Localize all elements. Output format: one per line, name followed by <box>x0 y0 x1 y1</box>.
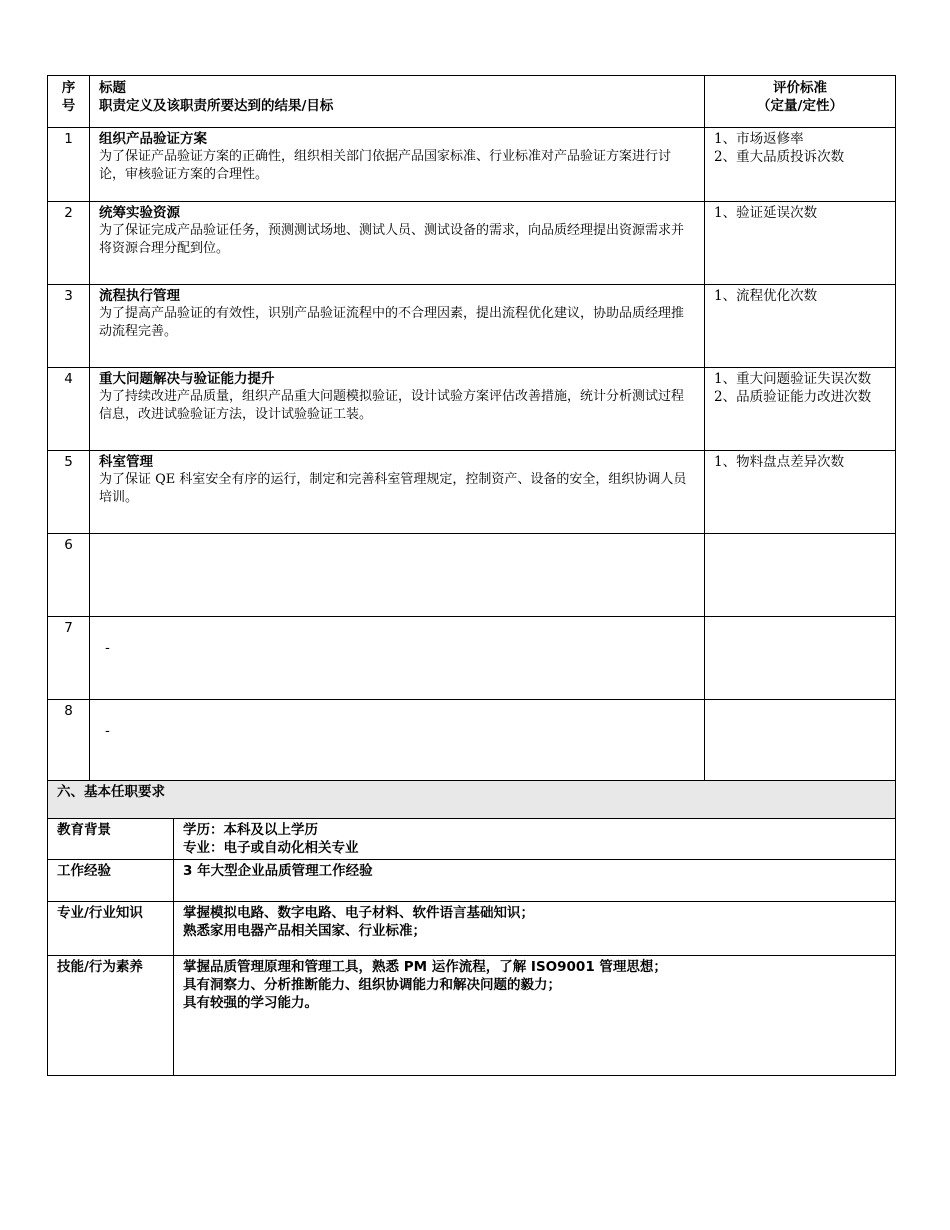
duty-seq: 8 <box>48 700 90 783</box>
duty-description: 为了保证完成产品验证任务，预测测试场地、测试人员、测试设备的需求，向品质经理提出资源需求并将资源合理分配到位。 <box>99 223 685 256</box>
duty-title: 统筹实验资源 <box>99 205 180 221</box>
duty-content <box>90 202 705 285</box>
header-seq-line2: 号 <box>61 98 76 114</box>
criteria-item: 1、流程优化次数 <box>714 288 818 304</box>
requirement-line: 掌握品质管理原理和管理工具，熟悉 PM 运作流程，了解 ISO9001 管理思想； <box>183 959 667 975</box>
requirement-value <box>174 956 896 1076</box>
duty-row <box>48 368 896 451</box>
requirement-line: 3 年大型企业品质管理工作经验 <box>183 863 373 879</box>
duty-seq: 6 <box>48 534 90 617</box>
criteria-item: 1、物料盘点差异次数 <box>714 454 845 470</box>
duty-title: 组织产品验证方案 <box>99 131 207 147</box>
requirement-line: 具有洞察力、分析推断能力、组织协调能力和解决问题的毅力； <box>183 977 561 993</box>
criteria-item: 2、重大品质投诉次数 <box>714 149 845 165</box>
requirement-row <box>48 902 896 956</box>
duty-description: 为了提高产品验证的有效性，识别产品验证流程中的不合理因素，提出流程优化建议，协助品质经理推动流程完善。 <box>99 306 685 339</box>
requirement-value <box>174 819 896 860</box>
duty-row <box>48 700 896 783</box>
duty-content <box>90 285 705 368</box>
requirement-value <box>174 860 896 902</box>
header-title <box>90 76 705 128</box>
duty-title: 流程执行管理 <box>99 288 180 304</box>
requirement-row <box>48 819 896 860</box>
duty-row <box>48 451 896 534</box>
duty-content <box>90 451 705 534</box>
requirement-label: 技能/行为素养 <box>48 956 174 1076</box>
criteria-item: 2、品质验证能力改进次数 <box>714 389 872 405</box>
duty-table <box>47 75 896 783</box>
section-title: 六、基本任职要求 <box>48 781 896 819</box>
duty-criteria <box>705 202 896 285</box>
duty-criteria <box>705 617 896 700</box>
duty-criteria <box>705 700 896 783</box>
header-eval-line2: （定量/定性） <box>757 98 843 114</box>
duty-content <box>90 128 705 202</box>
duty-seq: 1 <box>48 128 90 202</box>
duty-criteria <box>705 285 896 368</box>
duty-row <box>48 128 896 202</box>
requirement-value <box>174 902 896 956</box>
duty-title: 重大问题解决与验证能力提升 <box>99 371 275 387</box>
duty-row <box>48 617 896 700</box>
criteria-item: 1、验证延误次数 <box>714 205 818 221</box>
requirement-line: 掌握模拟电路、数字电路、电子材料、软件语言基础知识； <box>183 905 534 921</box>
duty-placeholder-dash: - <box>105 723 110 739</box>
requirements-section-row <box>48 781 896 819</box>
duty-description: 为了保证产品验证方案的正确性，组织相关部门依据产品国家标准、行业标准对产品验证方案进行讨论，审核验证方案的合理性。 <box>99 149 672 182</box>
requirement-row <box>48 956 896 1076</box>
requirement-row <box>48 860 896 902</box>
duty-row <box>48 285 896 368</box>
duty-criteria <box>705 451 896 534</box>
duty-seq: 7 <box>48 617 90 700</box>
duty-title: 科室管理 <box>99 454 153 470</box>
duty-seq: 4 <box>48 368 90 451</box>
requirement-line: 专业：电子或自动化相关专业 <box>183 840 359 856</box>
duty-content <box>90 368 705 451</box>
requirement-line: 熟悉家用电器产品相关国家、行业标准； <box>183 923 426 939</box>
duty-description: 为了保证 QE 科室安全有序的运行，制定和完善科室管理规定，控制资产、设备的安全，组织协调人员培训。 <box>99 472 687 505</box>
duty-criteria <box>705 534 896 617</box>
requirement-line: 具有较强的学习能力。 <box>183 995 318 1011</box>
requirement-label: 专业/行业知识 <box>48 902 174 956</box>
criteria-item: 1、重大问题验证失误次数 <box>714 371 872 387</box>
duty-seq: 3 <box>48 285 90 368</box>
criteria-item: 1、市场返修率 <box>714 131 804 147</box>
duty-content <box>90 534 705 617</box>
header-seq-line1: 序 <box>61 80 76 96</box>
duty-row <box>48 202 896 285</box>
requirement-label: 教育背景 <box>48 819 174 860</box>
header-title-line1: 标题 <box>99 80 126 96</box>
duty-seq: 2 <box>48 202 90 285</box>
duty-content <box>90 700 705 783</box>
header-seq <box>48 76 90 128</box>
header-eval <box>705 76 896 128</box>
duty-content <box>90 617 705 700</box>
requirement-line: 学历：本科及以上学历 <box>183 822 318 838</box>
header-eval-line1: 评价标准 <box>773 80 827 96</box>
duty-placeholder-dash: - <box>105 640 110 656</box>
duty-criteria <box>705 128 896 202</box>
duty-criteria <box>705 368 896 451</box>
duty-placeholder-dash <box>99 536 690 539</box>
duty-table-header <box>48 76 896 128</box>
header-title-line2: 职责定义及该职责所要达到的结果/目标 <box>99 98 334 114</box>
duty-seq: 5 <box>48 451 90 534</box>
duty-row <box>48 534 896 617</box>
requirement-label: 工作经验 <box>48 860 174 902</box>
duty-description: 为了持续改进产品质量，组织产品重大问题模拟验证，设计试验方案评估改善措施，统计分析测试过程信息，改进试验验证方法，设计试验验证工装。 <box>99 389 685 422</box>
requirements-table <box>47 780 896 1076</box>
